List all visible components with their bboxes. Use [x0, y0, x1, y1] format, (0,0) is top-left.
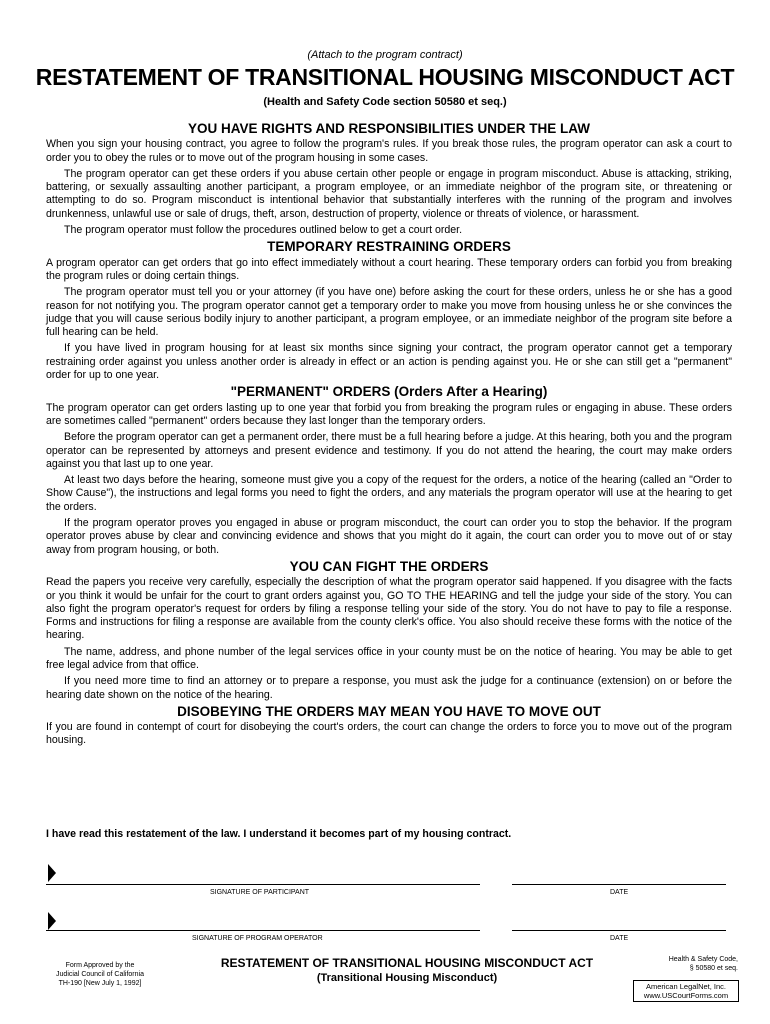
- participant-signature-field[interactable]: [46, 884, 480, 885]
- footer-code-reference: [628, 955, 738, 973]
- paragraph: The program operator can get these orders if you abuse certain other people or engage in program misconduct. Abuse is attacking, striking, battering, or sexually assaulting another participant, a program employee, or an immediate neighbor of the program site, or threatening or attempting to do so. Program misconduct is intentional behavior that substantially interferes with the running of the program and involves drunkenness, unlawful use or sale of drugs, theft, arson, destruction of property, violence or threats of violence, or harassment.: [46, 167, 732, 220]
- participant-date-label: DATE: [610, 889, 629, 896]
- section-heading-disobey: DISOBEYING THE ORDERS MAY MEAN YOU HAVE TO MOVE OUT: [177, 703, 601, 719]
- paragraph: If you have lived in program housing for at least six months since signing your contract, the program operator cannot get a temporary restraining order against you unless another order is already in effect or an action is pending against you. He or she can still get a "permanent" order for up to one year.: [46, 342, 732, 382]
- paragraph: A program operator can get orders that go into effect immediately without a court hearing. These temporary orders can forbid you from breaking the program rules or doing certain things.: [46, 256, 732, 282]
- operator-date-field[interactable]: [512, 930, 726, 931]
- approval-line: Form Approved by the: [65, 962, 135, 969]
- form-title: RESTATEMENT OF TRANSITIONAL HOUSING MISCONDUCT ACT: [35, 64, 735, 90]
- operator-signature-field[interactable]: [46, 930, 480, 931]
- approval-line: Judicial Council of California: [56, 971, 144, 978]
- sign-here-arrow-icon: [48, 912, 56, 930]
- paragraph: The program operator must tell you or your attorney (if you have one) before asking the court for these orders, unless he or she has a good reason for not notifying you. The program operator cannot get a temporary order to make you move from housing unless he or she convinces the judge that you will cause serious bodily injury to another participant, a program employee, or an immediate neighbor of the program site before a full hearing can be held.: [46, 286, 732, 339]
- participant-date-field[interactable]: [512, 884, 726, 885]
- paragraph: If the program operator proves you engaged in abuse or program misconduct, the court can order you to stop the behavior. If the program operator proves abuse by clear and convincing evidence and shows that you might do it again, the court can order you to move out of or stay away from program housing, or both.: [46, 517, 732, 556]
- operator-signature-label: SIGNATURE OF PROGRAM OPERATOR: [192, 935, 323, 942]
- paragraph: If you are found in contempt of court for disobeying the court's orders, the court can change the orders to force you to move out of the program housing.: [46, 721, 732, 747]
- paragraph: Before the program operator can get a permanent order, there must be a full hearing before a judge. At this hearing, both you and the program operator can be represented by attorneys and present evidence and testimony. If you do not attend the hearing, the court may make orders against you that last up to one year.: [46, 431, 732, 470]
- code-line: § 50580 et seq.: [689, 965, 738, 972]
- paragraph: If you need more time to find an attorney or to prepare a response, you must ask the judge for a continuance (extension) on or before the hearing date shown on the notice of the hearing.: [46, 675, 732, 701]
- paragraph: The name, address, and phone number of the legal services office in your county must be on the notice of hearing. You may be able to get free legal advice from that office.: [46, 645, 732, 671]
- footer-subtitle: (Transitional Housing Misconduct): [316, 972, 498, 984]
- paragraph: At least two days before the hearing, someone must give you a copy of the request for the orders, a notice of the hearing (called an "Order to Show Cause"), the instructions and legal forms you need to fight the orders, and any materials the program operator will use at the hearing to get the orders.: [46, 474, 732, 513]
- paragraph: Read the papers you receive very carefully, especially the description of what the program operator said happened. If you disagree with the facts or you think it would be unfair for the court to grant orders against you, GO TO THE HEARING and tell the judge your side of the story. You can also fight the program operator's request for orders by filing a response telling your side of the story. You do not have to pay to file a response. Forms and instructions for filing a response are available from the county clerk's office. You also should receive these forms with the notice of the hearing.: [46, 576, 732, 642]
- code-reference: (Health and Safety Code section 50580 et seq.): [263, 96, 507, 108]
- operator-date-label: DATE: [610, 935, 629, 942]
- form-number: TH-190 [New July 1, 1992]: [58, 980, 142, 987]
- section-heading-rights: YOU HAVE RIGHTS AND RESPONSIBILITIES UNDER THE LAW: [187, 121, 591, 136]
- participant-signature-label: SIGNATURE OF PARTICIPANT: [210, 889, 310, 896]
- publisher-name: American LegalNet, Inc.: [645, 982, 727, 991]
- acknowledgment-statement: I have read this restatement of the law. I understand it becomes part of my housing contract.: [46, 828, 512, 840]
- sign-here-arrow-icon: [48, 864, 56, 882]
- paragraph: The program operator can get orders lasting up to one year that forbid you from breaking the program rules or engaging in abuse. These orders are sometimes called "permanent" orders because they last longer than the temporary orders.: [46, 401, 732, 427]
- footer-title: RESTATEMENT OF TRANSITIONAL HOUSING MISCONDUCT ACT: [220, 956, 594, 970]
- attach-note: (Attach to the program contract): [307, 49, 463, 61]
- section-heading-permanent: "PERMANENT" ORDERS (Orders After a Hearing): [230, 384, 548, 400]
- code-line: Health & Safety Code,: [668, 956, 738, 963]
- publisher-url[interactable]: www.USCourtForms.com: [643, 991, 729, 1000]
- footer-title-block: [170, 956, 644, 984]
- section-heading-temporary: TEMPORARY RESTRAINING ORDERS: [267, 239, 511, 255]
- publisher-box: [633, 980, 739, 1002]
- form-approval-info: [40, 961, 160, 988]
- form-body: [46, 122, 732, 751]
- section-heading-fight: YOU CAN FIGHT THE ORDERS: [289, 558, 489, 574]
- paragraph: When you sign your housing contract, you agree to follow the program's rules. If you break those rules, the program operator can ask a court to order you to obey the rules or to move out of the program housing in some cases.: [46, 138, 732, 164]
- paragraph: The program operator must follow the procedures outlined below to get a court order.: [64, 224, 463, 237]
